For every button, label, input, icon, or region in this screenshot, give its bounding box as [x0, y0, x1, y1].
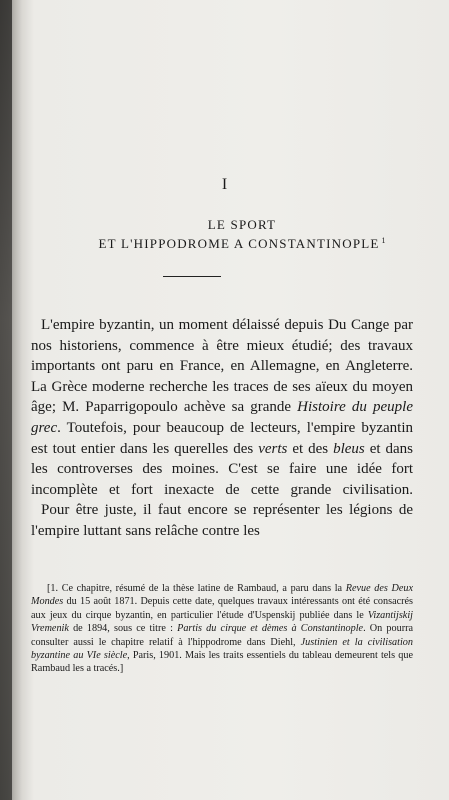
- footnote-text: [31, 582, 413, 676]
- chapter-title-line1: LE SPORT: [207, 217, 277, 232]
- footnote-italic-3: Partis du cirque et dèmes à Constantinople: [177, 623, 364, 635]
- paragraph-1-text-c: et des: [287, 440, 334, 457]
- footnote-text-e: , Paris, 1901. Mais les traits essentiels du tableau demeurent tels que Rambaud les a tracés.]: [31, 650, 413, 675]
- verts-italic: verts: [258, 440, 288, 457]
- paragraph-1: [31, 315, 413, 500]
- footnote-text-d: . On pourra consulter aussi le chapitre relatif à l'hippodrome dans Diehl,: [31, 623, 414, 648]
- footnote-reference: 1: [381, 236, 386, 245]
- chapter-title-line2: [35, 236, 449, 252]
- chapter-number: I: [221, 176, 228, 193]
- title-divider: [163, 276, 221, 277]
- footnote-text-c: de 1894, sous ce titre :: [68, 623, 178, 635]
- footnote-italic-1: Revue des Deux Mondes: [31, 583, 413, 608]
- footnote: [31, 582, 413, 676]
- paragraph-2: Pour être juste, il faut encore se représenter les légions de l'empire luttant sans relâche contre les: [31, 502, 413, 539]
- footnote-text-a: [1. Ce chapitre, résumé de la thèse latine de Rambaud, a paru dans la: [47, 583, 346, 594]
- book-title-italic: Histoire du peuple grec: [31, 399, 413, 436]
- chapter-title-text: ET L'HIPPODROME A CONSTANTINOPLE: [98, 236, 380, 251]
- paragraph-1-text-d: et dans les controverses des moines. C'est se faire une idée fort incomplète et fort inexacte de cette grande civilisation.: [31, 440, 413, 498]
- paragraph-1-text-a: L'empire byzantin, un moment délaissé depuis Du Cange par nos historiens, commence à être mieux étudié; des travaux importants ont paru en France, en Allemagne, en Angleterre. La Grèce moderne recherche les traces de ses aïeux du moyen âge; M. Paparrigopoulo achève sa grande: [31, 317, 413, 416]
- footnote-italic-2: Vizantijskij Vremenik: [31, 609, 413, 635]
- paragraph-1-text-b: . Toutefois, pour beaucoup de lecteurs, l'empire byzantin est tout entier dans les querelles des: [31, 419, 413, 457]
- main-text: [31, 315, 413, 542]
- bleus-italic: bleus: [333, 440, 365, 457]
- footnote-italic-4: Justinien et la civilisation byzantine au VIe siècle: [31, 636, 413, 662]
- footnote-text-b: du 15 août 1871. Depuis cette date, quelques travaux intéressants ont été consacrés aux jeux du cirque byzantin, en particulier l'étude d'Uspenskij publiée dans le: [31, 596, 413, 621]
